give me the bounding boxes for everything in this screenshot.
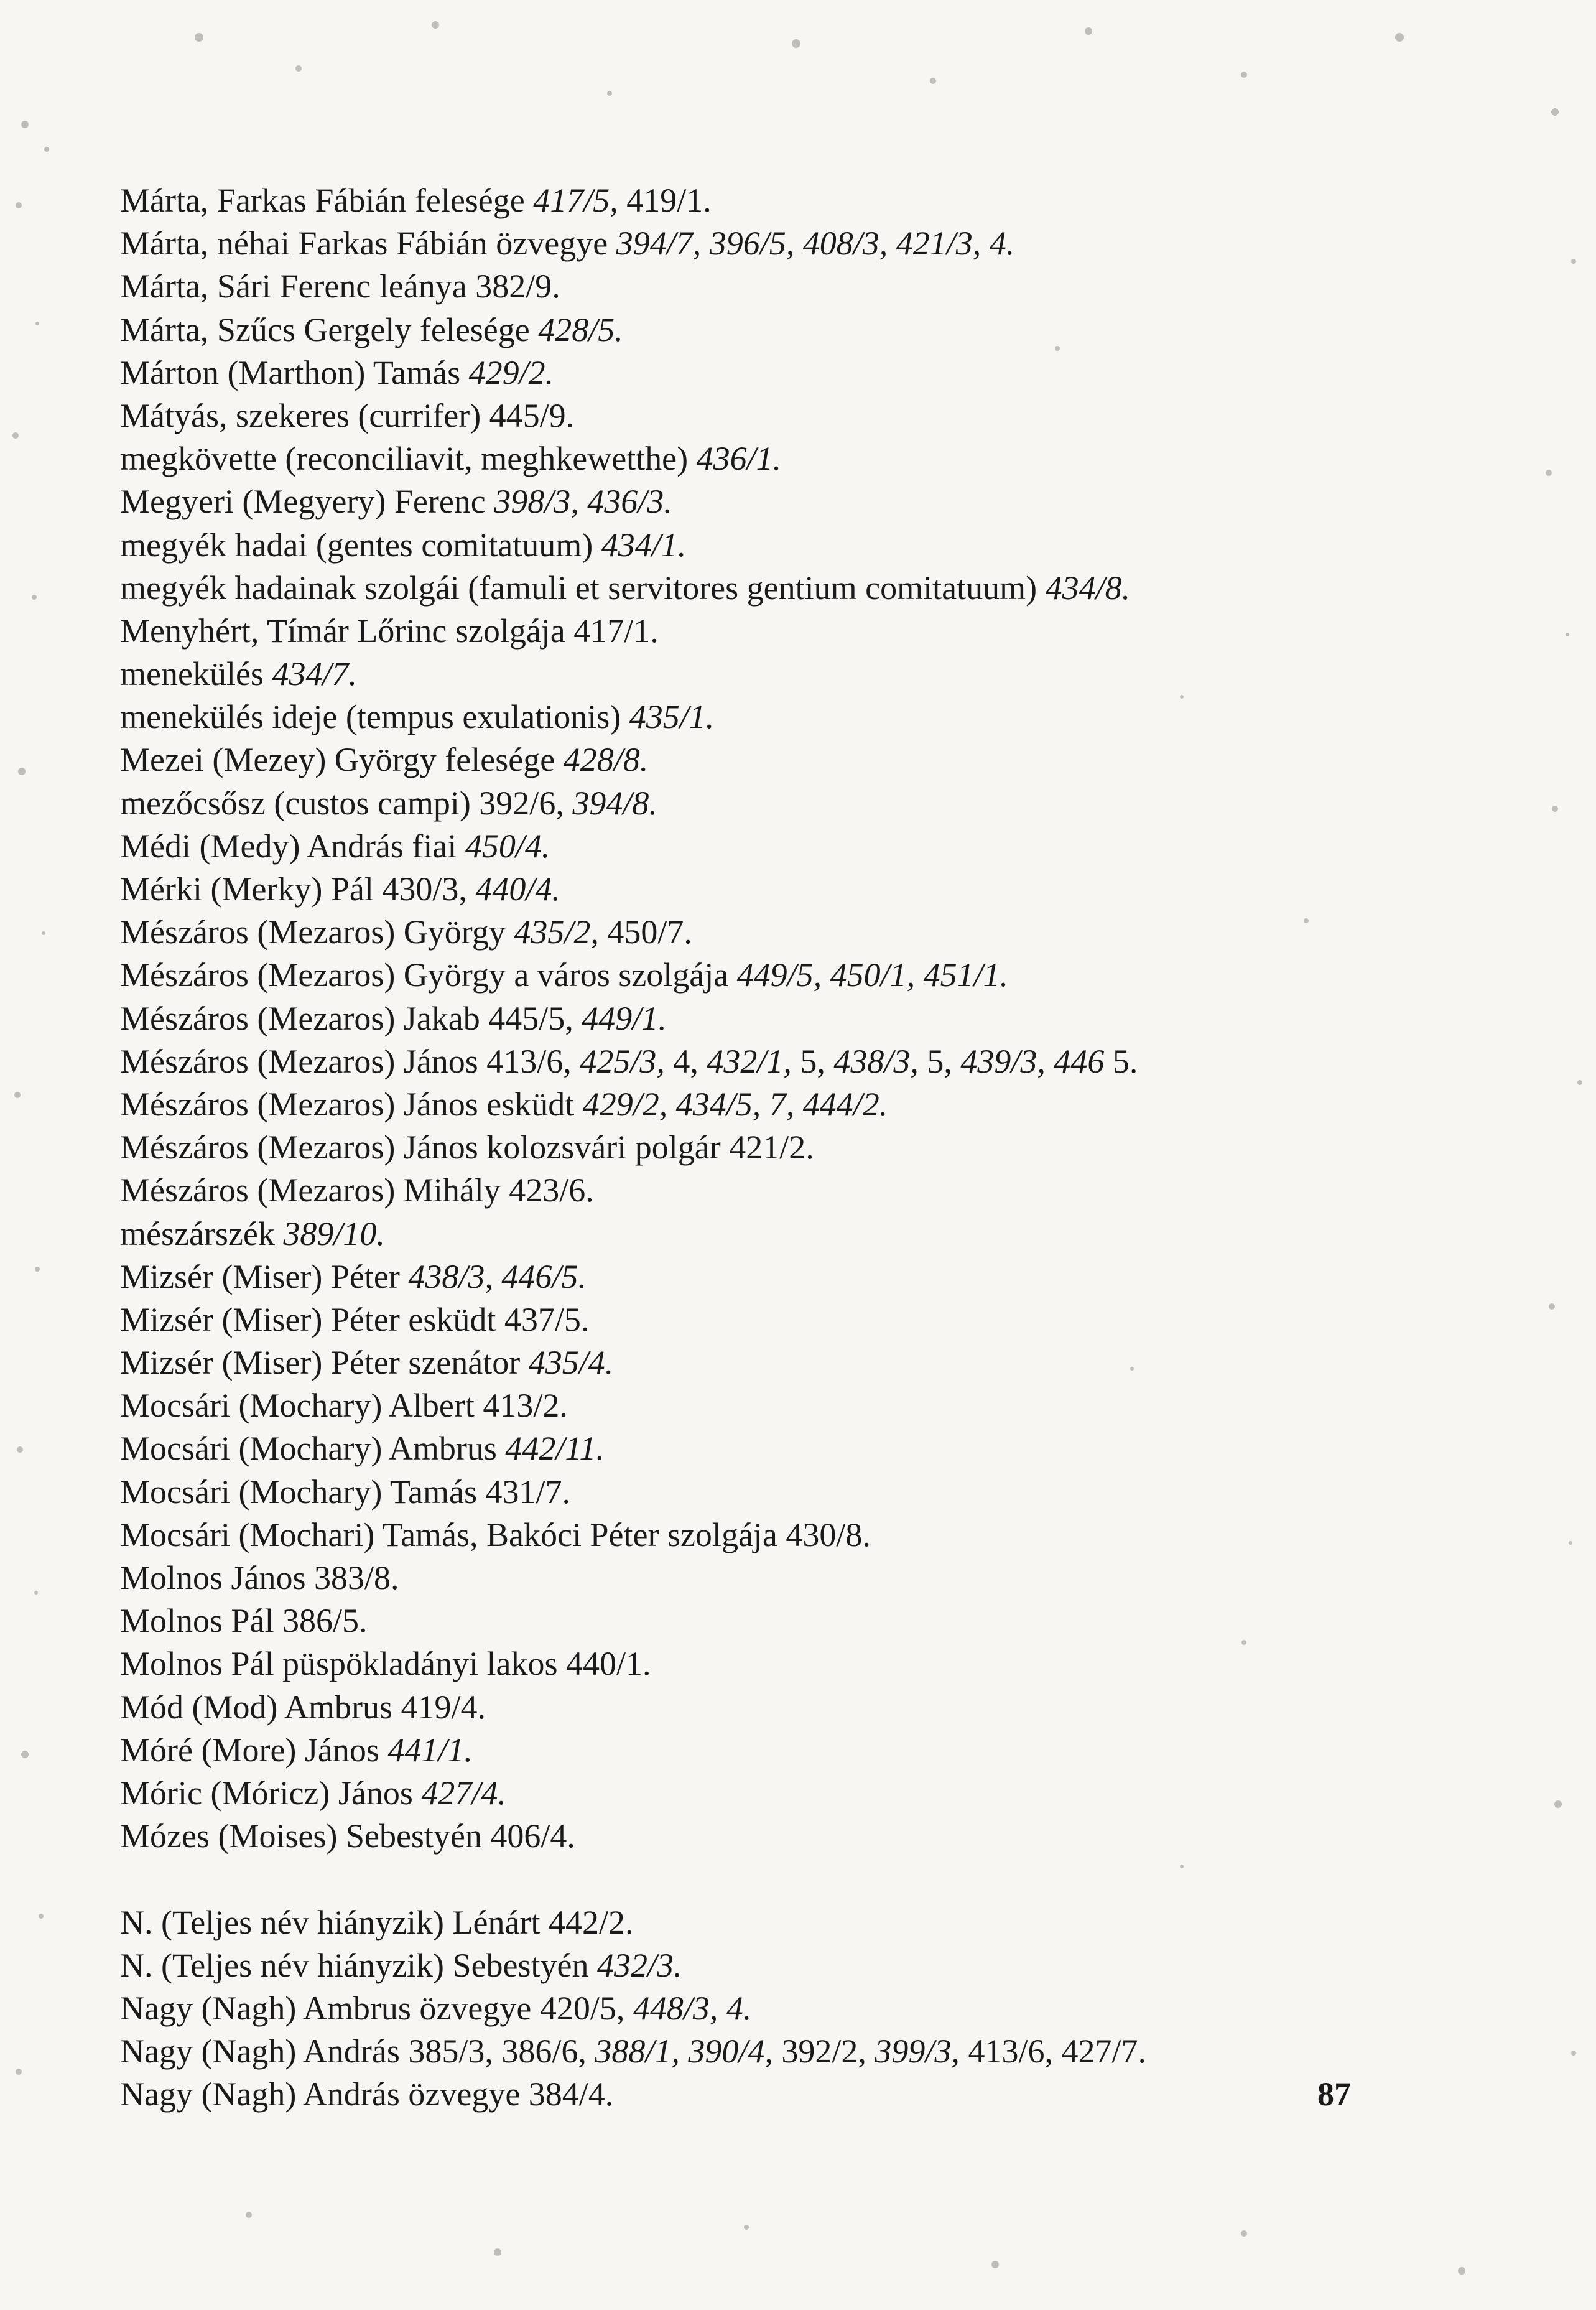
entry-reference: 428/8. xyxy=(563,741,649,779)
index-entry xyxy=(120,997,1519,1040)
entry-text: Molnos Pál püspökladányi lakos 440/1. xyxy=(120,1645,651,1683)
entry-text: 5, xyxy=(918,1042,961,1080)
index-entry xyxy=(120,1987,1519,2030)
entry-text: Menyhért, Tímár Lőrinc szolgája 417/1. xyxy=(120,612,659,650)
index-entry xyxy=(120,2073,1519,2116)
entry-text: 5. xyxy=(1104,1042,1138,1080)
entry-reference: 449/1. xyxy=(582,999,667,1037)
index-entry xyxy=(120,1384,1519,1427)
entry-text: menekülés ideje (tempus exulationis) xyxy=(120,698,629,736)
entry-text: Mocsári (Mochary) Tamás 431/7. xyxy=(120,1473,571,1511)
index-entry xyxy=(120,1686,1519,1729)
entry-text: 450/7. xyxy=(598,913,692,951)
entry-text: menekülés xyxy=(120,655,272,693)
entry-text: Márta, Szűcs Gergely felesége xyxy=(120,310,539,348)
index-entry xyxy=(120,1514,1519,1557)
entry-reference: 388/1, 390/4, xyxy=(595,2033,773,2070)
entry-reference: 435/1. xyxy=(629,698,715,736)
entry-text: N. (Teljes név hiányzik) Lénárt 442/2. xyxy=(120,1903,634,1941)
entry-reference: 389/10. xyxy=(283,1214,385,1252)
entry-reference: 450/4. xyxy=(465,827,550,865)
entry-text: Móré (More) János xyxy=(120,1731,388,1769)
entry-text: Móric (Móricz) János xyxy=(120,1774,422,1812)
index-entry xyxy=(120,265,1519,308)
index-entry xyxy=(120,1213,1519,1255)
entry-reference: 432/1, xyxy=(707,1042,792,1080)
entry-reference: 436/1. xyxy=(696,440,782,478)
index-entry xyxy=(120,437,1519,480)
entry-text: 392/2, xyxy=(772,2033,875,2070)
entry-reference: 434/8. xyxy=(1045,569,1131,607)
index-entry xyxy=(120,1772,1519,1815)
entry-text: Márta, Sári Ferenc leánya 382/9. xyxy=(120,268,560,305)
index-entry xyxy=(120,1341,1519,1384)
entry-text: Márta, néhai Farkas Fábián özvegye xyxy=(120,225,616,263)
entry-text: mészárszék xyxy=(120,1214,284,1252)
entry-text: Mérki (Merky) Pál 430/3, xyxy=(120,870,476,908)
entry-text: Márta, Farkas Fábián felesége xyxy=(120,182,534,219)
entry-reference: 448/3, 4. xyxy=(633,1989,752,2027)
entry-reference: 435/2, xyxy=(514,913,599,951)
entry-text: 419/1. xyxy=(618,182,712,219)
entry-reference: 394/7, 396/5, 408/3, 421/3, 4. xyxy=(616,225,1015,263)
entry-text: Nagy (Nagh) András 385/3, 386/6, xyxy=(120,2033,595,2070)
entry-text: Mészáros (Mezaros) János esküdt xyxy=(120,1085,583,1123)
index-entry xyxy=(120,1944,1519,1987)
entry-text: Nagy (Nagh) András özvegye 384/4. xyxy=(120,2075,614,2113)
index-entry xyxy=(120,1298,1519,1341)
entry-text: Médi (Medy) András fiai xyxy=(120,827,465,865)
entry-text: Mészáros (Mezaros) János 413/6, xyxy=(120,1042,580,1080)
entry-text: Mózes (Moises) Sebestyén 406/4. xyxy=(120,1817,575,1855)
index-entry xyxy=(120,394,1519,437)
index-entry xyxy=(120,954,1519,997)
entry-text: megyék hadainak szolgái (famuli et servitores gentium comitatuum) xyxy=(120,569,1046,607)
entry-text: Mizsér (Miser) Péter esküdt 437/5. xyxy=(120,1300,590,1338)
entry-text: 413/6, 427/7. xyxy=(959,2033,1146,2070)
index-entry xyxy=(120,1471,1519,1514)
entry-text: Mocsári (Mochary) Albert 413/2. xyxy=(120,1387,568,1425)
entry-text: N. (Teljes név hiányzik) Sebestyén xyxy=(120,1946,597,1984)
entry-text: Mészáros (Mezaros) György a város szolgája xyxy=(120,956,737,994)
entry-reference: 394/8. xyxy=(572,784,657,822)
entry-text: Megyeri (Megyery) Ferenc xyxy=(120,483,494,521)
entry-reference: 428/5. xyxy=(538,310,623,348)
entry-text: Mészáros (Mezaros) György xyxy=(120,913,514,951)
entry-reference: 434/7. xyxy=(272,655,357,693)
index-entry xyxy=(120,179,1519,222)
index-entry xyxy=(120,1126,1519,1169)
index-entry xyxy=(120,1600,1519,1642)
index-entry xyxy=(120,352,1519,394)
entry-text: Mészáros (Mezaros) János kolozsvári polgár 421/2. xyxy=(120,1129,814,1167)
entry-text: Molnos Pál 386/5. xyxy=(120,1602,368,1640)
entry-text: Mezei (Mezey) György felesége xyxy=(120,741,564,779)
entry-text: Mocsári (Mochary) Ambrus xyxy=(120,1430,506,1468)
index-entry xyxy=(120,825,1519,868)
index-entry xyxy=(120,696,1519,738)
index-entry xyxy=(120,1255,1519,1298)
index-entry xyxy=(120,1815,1519,1858)
entry-reference: 429/2, 434/5, 7, 444/2. xyxy=(582,1085,888,1123)
index-entry xyxy=(120,1083,1519,1126)
entry-reference: 432/3. xyxy=(597,1946,682,1984)
index-entry xyxy=(120,1169,1519,1212)
entry-reference: 449/5, 450/1, 451/1. xyxy=(736,956,1009,994)
entry-reference: 440/4. xyxy=(475,870,560,908)
index-entry xyxy=(120,1557,1519,1600)
entry-reference: 398/3, 436/3. xyxy=(494,483,672,521)
entry-text: Molnos János 383/8. xyxy=(120,1559,399,1596)
entry-reference: 417/5, xyxy=(533,182,618,219)
entry-reference: 427/4. xyxy=(421,1774,506,1812)
index-entry xyxy=(120,222,1519,265)
index-entry xyxy=(120,1642,1519,1685)
entry-reference: 434/1. xyxy=(601,526,687,564)
entry-reference: 399/3, xyxy=(875,2033,960,2070)
index-entry xyxy=(120,1901,1519,1944)
index-entry xyxy=(120,567,1519,610)
entry-text: Nagy (Nagh) Ambrus özvegye 420/5, xyxy=(120,1989,633,2027)
index-entry xyxy=(120,309,1519,352)
index-entry xyxy=(120,653,1519,696)
index-entry xyxy=(120,782,1519,825)
index-entry xyxy=(120,1729,1519,1772)
entry-reference: 441/1. xyxy=(387,1731,473,1769)
index-entry xyxy=(120,524,1519,567)
index-entry xyxy=(120,1040,1519,1083)
entry-text: megyék hadai (gentes comitatuum) xyxy=(120,526,601,564)
section-gap xyxy=(120,1858,1519,1901)
entry-text: Mátyás, szekeres (currifer) 445/9. xyxy=(120,396,575,434)
entry-text: Mód (Mod) Ambrus 419/4. xyxy=(120,1688,486,1726)
entry-reference: 435/4. xyxy=(528,1344,614,1382)
index-list xyxy=(120,179,1519,2116)
entry-reference: 429/2. xyxy=(468,353,554,391)
entry-text: Mészáros (Mezaros) Mihály 423/6. xyxy=(120,1171,594,1209)
index-entry xyxy=(120,738,1519,781)
entry-text: 5, xyxy=(791,1042,834,1080)
entry-text: Mocsári (Mochari) Tamás, Bakóci Péter szolgája 430/8. xyxy=(120,1516,871,1553)
entry-text: Mészáros (Mezaros) Jakab 445/5, xyxy=(120,999,582,1037)
entry-text: megkövette (reconciliavit, meghkewetthe) xyxy=(120,440,697,478)
entry-text: Márton (Marthon) Tamás xyxy=(120,353,469,391)
index-entry xyxy=(120,868,1519,911)
index-entry xyxy=(120,2030,1519,2073)
index-entry xyxy=(120,480,1519,523)
entry-reference: 425/3, xyxy=(580,1042,665,1080)
entry-reference: 439/3, 446 xyxy=(960,1042,1105,1080)
entry-text: Mizsér (Miser) Péter xyxy=(120,1257,409,1295)
page-number: 87 xyxy=(1317,2075,1351,2113)
entry-text: mezőcsősz (custos campi) 392/6, xyxy=(120,784,573,822)
entry-text: Mizsér (Miser) Péter szenátor xyxy=(120,1344,529,1382)
entry-reference: 438/3, xyxy=(833,1042,919,1080)
entry-text: 4, xyxy=(664,1042,707,1080)
index-entry xyxy=(120,911,1519,954)
index-entry xyxy=(120,1427,1519,1470)
entry-reference: 438/3, 446/5. xyxy=(408,1257,587,1295)
index-entry xyxy=(120,610,1519,653)
entry-reference: 442/11. xyxy=(505,1430,605,1468)
